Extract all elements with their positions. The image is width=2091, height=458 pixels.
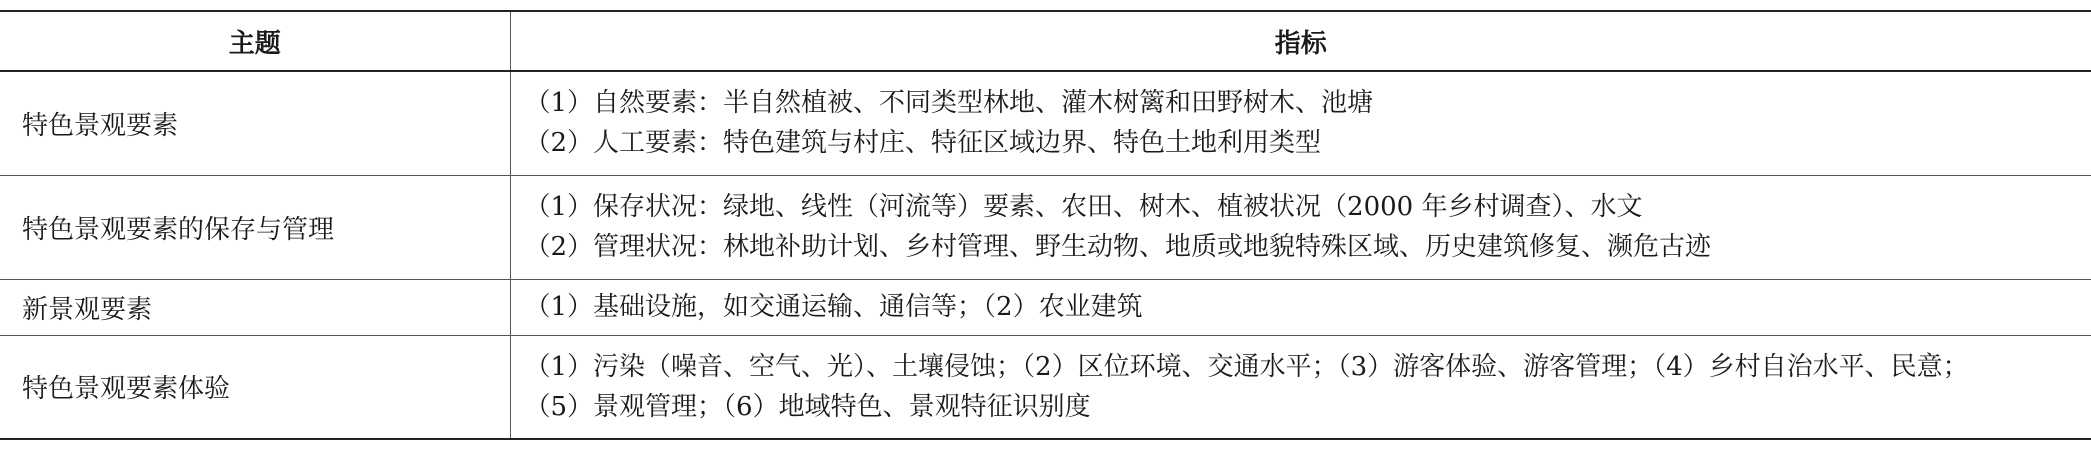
index-line: （2）人工要素：特色建筑与村庄、特征区域边界、特色土地利用类型 (524, 128, 1322, 159)
index-line: （2）管理状况：林地补助计划、乡村管理、野生动物、地质或地貌特殊区域、历史建筑修复、濒危古迹 (524, 232, 1712, 262)
header-topic: 主题 (0, 11, 510, 71)
index-cell (510, 279, 2091, 335)
table-row (0, 175, 2091, 279)
index-cell (510, 71, 2091, 175)
table-header (0, 11, 2091, 71)
table-row (0, 279, 2091, 335)
index-line: （1）保存状况：绿地、线性（河流等）要素、农田、树木、植被状况（2000 年乡村调查）、水文 (524, 192, 1643, 222)
index-cell (510, 335, 2091, 439)
topic-cell: 特色景观要素体验 (0, 335, 510, 439)
header-index: 指标 (1274, 28, 1327, 59)
index-line: （1）自然要素：半自然植被、不同类型林地、灌木树篱和田野树木、池塘 (524, 88, 1374, 119)
index-line: （1）基础设施，如交通运输、通信等；（2）农业建筑 (524, 292, 1143, 322)
table-body (0, 71, 2091, 439)
topic-cell: 特色景观要素 (0, 71, 510, 175)
index-cell (510, 175, 2091, 279)
table-row (0, 335, 2091, 439)
landscape-index-table (0, 10, 2091, 440)
topic-cell: 新景观要素 (0, 279, 510, 335)
topic-cell: 特色景观要素的保存与管理 (0, 175, 510, 279)
index-line: （1）污染（噪音、空气、光）、土壤侵蚀；（2）区位环境、交通水平；（3）游客体验、游客管理；（4）乡村自治水平、民意； (524, 351, 1969, 382)
table-row (0, 71, 2091, 175)
index-line: （5）景观管理；（6）地域特色、景观特征识别度 (524, 391, 1091, 422)
header-row (0, 11, 2091, 71)
